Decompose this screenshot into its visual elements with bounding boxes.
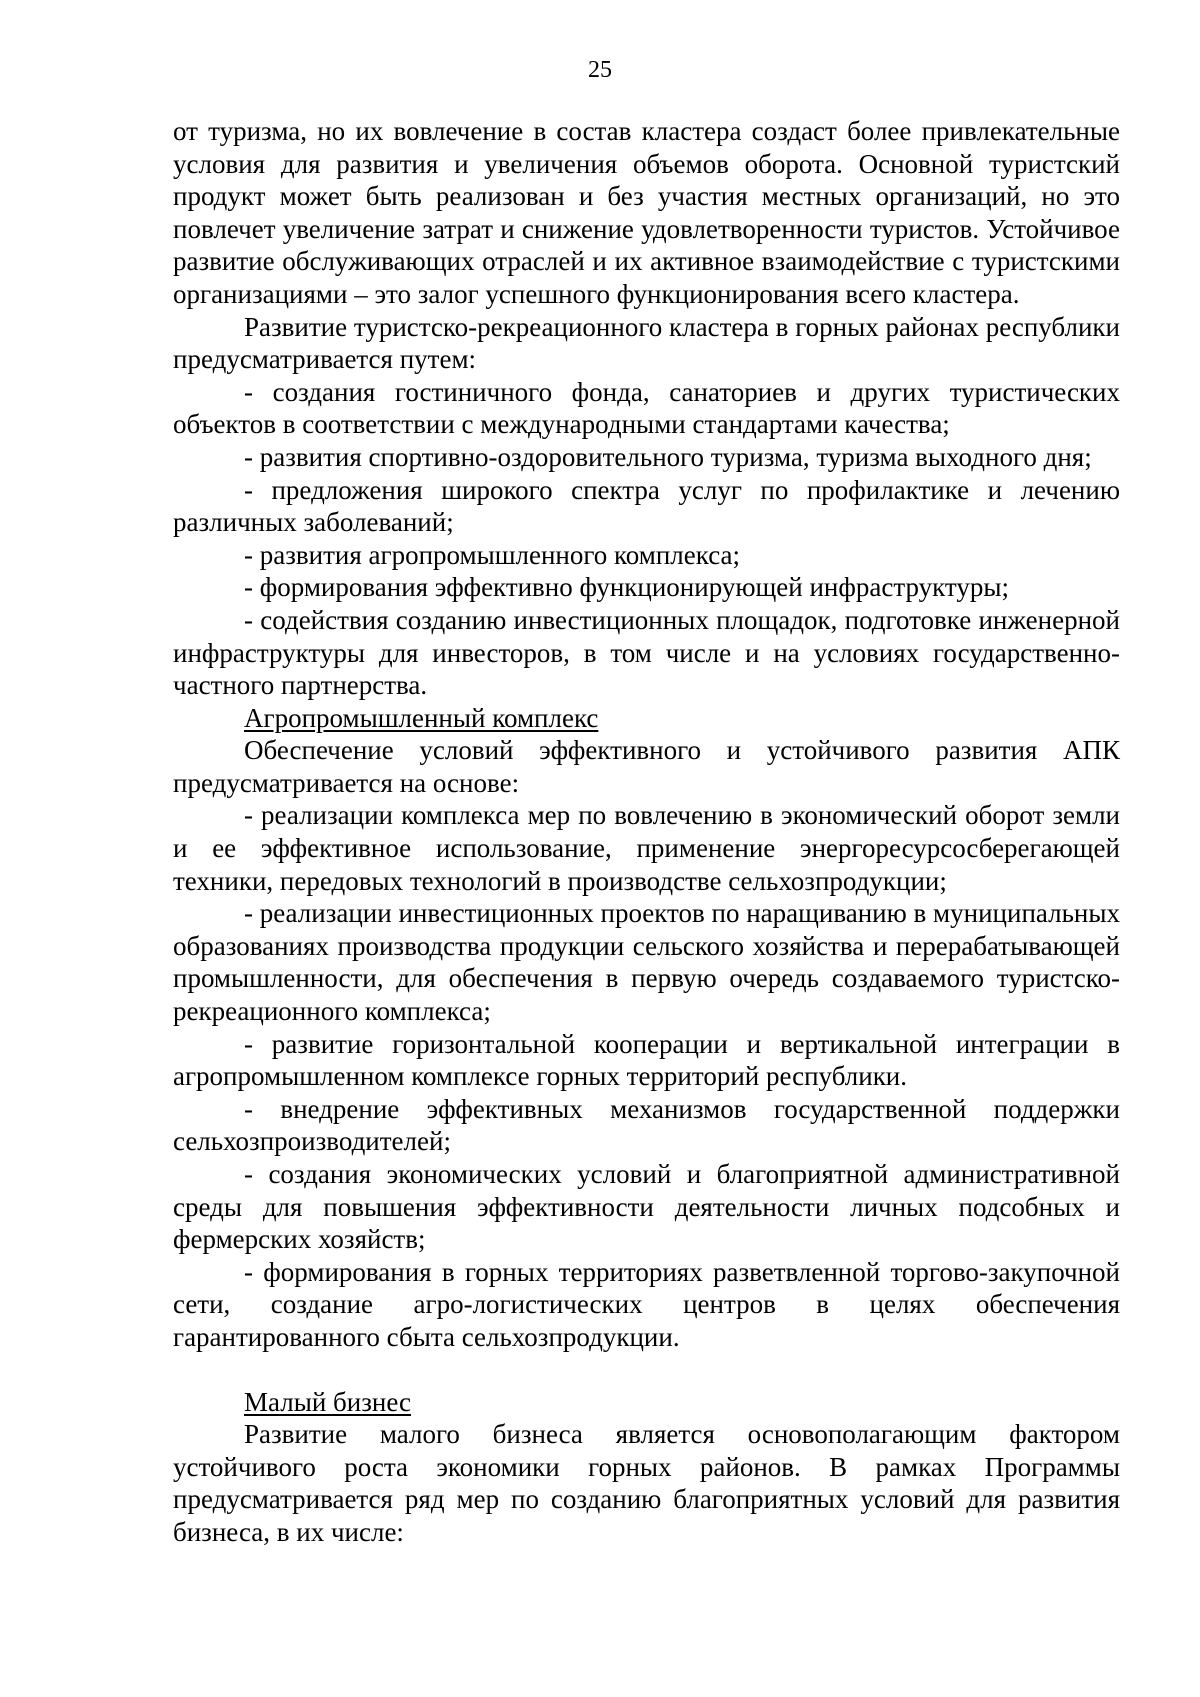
agro-list-item: - формирования в горных территориях разветвленной торгово-закупочной сети, создание агро-логистических центров в целях обеспечения гарантированного сбыта сельхозпродукции. — [173, 1256, 1120, 1352]
tourism-list-item: - развития спортивно-оздоровительного туризма, туризма выходного дня; — [244, 441, 1092, 472]
section-heading-business: Малый бизнес — [244, 1386, 411, 1417]
agro-intro: Обеспечение условий эффективного и устойчивого развития АПК предусматривается на основе: — [173, 735, 1120, 798]
tourism-list-item: - развития агропромышленного комплекса; — [244, 539, 740, 570]
section-heading-agro: Агропромышленный комплекс — [244, 702, 599, 733]
agro-list-item: - создания экономических условий и благоприятной административной среды для повышения эффективности деятельности личных подсобных и фермерских хозяйств; — [173, 1159, 1120, 1255]
business-intro: Развитие малого бизнеса является основополагающим фактором устойчивого роста экономики горных районов. В рамках Программы предусматривается ряд мер по созданию благоприятных условий для развития бизнеса, в их числе: — [173, 1419, 1120, 1547]
tourism-list-item: - создания гостиничного фонда, санаториев и других туристических объектов в соответствии с международными стандартами качества; — [173, 376, 1120, 440]
page-number: 25 — [588, 57, 612, 83]
agro-list-item: - реализации комплекса мер по вовлечению в экономический оборот земли и ее эффективное использование, применение энергоресурсосберегающей техники, передовых технологий в производстве сельхозпродукции; — [173, 800, 1120, 896]
agro-list-item: - развитие горизонтальной кооперации и вертикальной интеграции в агропромышленном комплексе горных территорий республики. — [173, 1028, 1120, 1092]
tourism-cluster-intro: Развитие туристско-рекреационного кластера в горных районах республики предусматривается путем: — [173, 311, 1120, 375]
blank-line — [173, 1354, 1120, 1386]
page-body — [173, 115, 1120, 1549]
intro-paragraph: от туризма, но их вовлечение в состав кластера создаст более привлекательные условия для развития и увеличения объемов оборота. Основной туристский продукт может быть реализован и без участия местных организаций, но это повлечет увеличение затрат и снижение удовлетворенности туристов. Устойчивое развитие обслуживающих отраслей и их активное взаимодействие с туристскими организациями – это залог успешного функционирования всего кластера. — [173, 116, 1120, 309]
agro-list-item: - внедрение эффективных механизмов государственной поддержки сельхозпроизводителей; — [173, 1093, 1120, 1157]
tourism-list-item: - формирования эффективно функционирующей инфраструктуры; — [244, 572, 1009, 603]
tourism-list-item: - предложения широкого спектра услуг по профилактике и лечению различных заболеваний; — [173, 474, 1120, 538]
tourism-list-item: - содействия созданию инвестиционных площадок, подготовке инженерной инфраструктуры для инвесторов, в том числе и на условиях государственно-частного партнерства. — [173, 604, 1120, 701]
agro-list-item: - реализации инвестиционных проектов по наращиванию в муниципальных образованиях производства продукции сельского хозяйства и перерабатывающей промышленности, для обеспечения в первую очередь создаваемого туристско-рекреационного комплекса; — [173, 898, 1120, 1027]
